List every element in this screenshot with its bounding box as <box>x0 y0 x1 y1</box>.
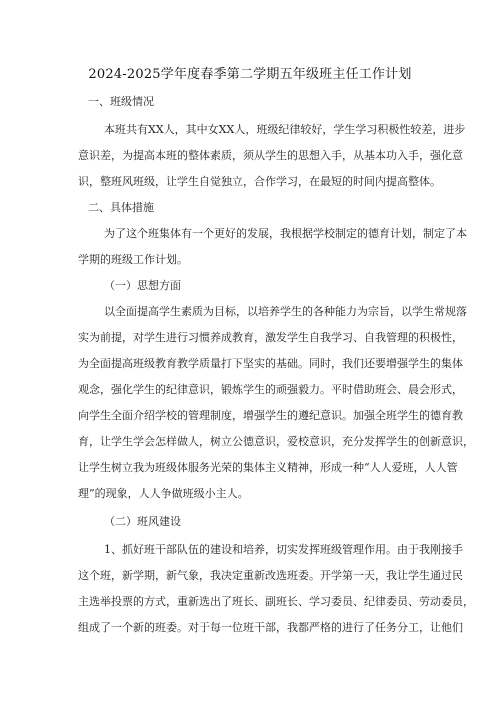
section-heading-measures: 二、具体措施 <box>88 201 154 214</box>
paragraph-line: 向学生全面介绍学校的管理制度，增强学生的遵纪意识。加强全班学生的德育教 <box>78 409 463 422</box>
subsection-heading-thought: （一）思想方面 <box>104 279 181 292</box>
document-title: 2024-2025学年度春季第二学期五年级班主任工作计划 <box>88 67 412 82</box>
paragraph-line: 主选举投票的方式，重新选出了班长、副班长、学习委员、纪律委员、劳动委员， <box>78 595 474 608</box>
paragraph-line: 实为前提，对学生进行习惯养成教育，激发学生自我学习、自我管理的积极性， <box>78 331 463 344</box>
paragraph-line: 让学生树立我为班级体服务光荣的集体主义精神，形成一种“人人爱班，人人管 <box>78 461 458 474</box>
paragraph-line: 1、抓好班干部队伍的建设和培养，切实发挥班级管理作用。由于我刚接手 <box>104 543 463 556</box>
paragraph-line: 意识差，为提高本班的整体素质，须从学生的思想入手，从基本功入手，强化意 <box>78 149 463 162</box>
paragraph-line: 为了这个班集体有一个更好的发展，我根据学校制定的德育计划，制定了本 <box>104 227 467 240</box>
section-heading-class-situation: 一、班级情况 <box>88 95 154 108</box>
paragraph-line: 组成了一个新的班委。对于每一位班干部，我都严格的进行了任务分工，让他们 <box>78 621 463 634</box>
paragraph-line: 学期的班级工作计划。 <box>78 253 188 266</box>
paragraph-line: 识，整班风班级，让学生自觉独立，合作学习，在最短的时间内提高整体。 <box>78 175 441 188</box>
subsection-heading-class-style: （二）班风建设 <box>104 515 181 528</box>
paragraph-line: 本班共有XX人，其中女XX人，班级纪律较好，学生学习积极性较差，进步 <box>104 123 466 136</box>
paragraph-line: 理”的现象，人人争做班级小主人。 <box>78 487 249 500</box>
paragraph-line: 以全面提高学生素质为目标，以培养学生的各种能力为宗旨，以学生常规落 <box>104 305 467 318</box>
paragraph-line: 为全面提高班级教育教学质量打下坚实的基础。同时，我们还要增强学生的集体 <box>78 357 463 370</box>
paragraph-line: 观念，强化学生的纪律意识，锻炼学生的顽强毅力。平时借助班会、晨会形式， <box>78 383 463 396</box>
paragraph-line: 这个班，新学期，新气象，我决定重新改选班委。开学第一天，我让学生通过民 <box>78 569 463 582</box>
paragraph-line: 育，让学生学会怎样做人，树立公德意识，爱校意识，充分发挥学生的创新意识， <box>78 435 474 448</box>
